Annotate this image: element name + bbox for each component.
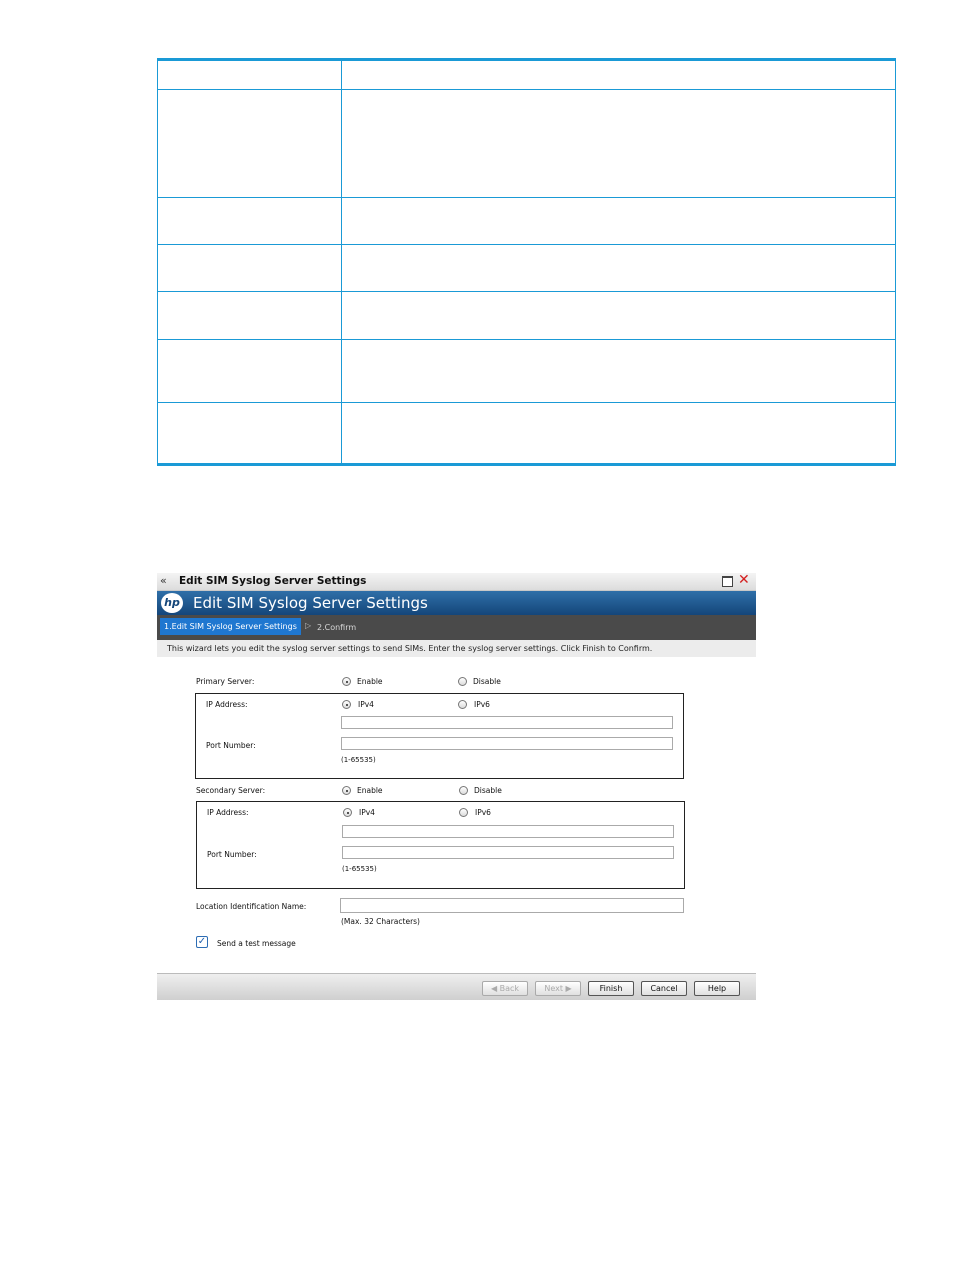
hp-logo: hp — [161, 593, 183, 613]
secondary-enable-label: Enable — [357, 786, 383, 795]
primary-ip-input[interactable] — [341, 716, 673, 729]
primary-enable-label: Enable — [357, 677, 383, 686]
secondary-ipv4-label: IPv4 — [359, 808, 375, 817]
step-edit-settings[interactable]: 1.Edit SIM Syslog Server Settings — [160, 618, 301, 635]
banner-title: Edit SIM Syslog Server Settings — [193, 594, 428, 612]
secondary-ipv6-radio[interactable] — [459, 808, 468, 817]
send-test-message-label: Send a test message — [217, 939, 296, 948]
table-bottom-rule — [157, 463, 896, 466]
collapse-icon[interactable]: « — [160, 574, 167, 587]
secondary-ipv6-label: IPv6 — [475, 808, 491, 817]
primary-enable-radio[interactable] — [342, 677, 351, 686]
table-top-rule — [157, 58, 896, 61]
secondary-server-label: Secondary Server: — [196, 786, 266, 795]
location-name-input[interactable] — [340, 898, 684, 913]
primary-server-label: Primary Server: — [196, 677, 255, 686]
wizard-intro-bar — [157, 640, 756, 657]
secondary-port-hint: (1-65535) — [342, 865, 377, 873]
secondary-port-input[interactable] — [342, 846, 674, 859]
next-arrow-icon: ▶ — [565, 984, 572, 993]
table-row-rule — [157, 244, 896, 245]
finish-button[interactable]: Finish — [588, 981, 634, 996]
primary-ipv4-radio[interactable] — [342, 700, 351, 709]
document-table — [157, 58, 896, 466]
table-row-rule — [157, 291, 896, 292]
primary-ipv4-label: IPv4 — [358, 700, 374, 709]
wizard-footer — [157, 973, 756, 1000]
table-row-rule — [157, 197, 896, 198]
step-confirm[interactable]: 2.Confirm — [317, 623, 357, 632]
location-name-label: Location Identification Name: — [196, 902, 307, 911]
primary-ipv6-radio[interactable] — [458, 700, 467, 709]
primary-ip-label: IP Address: — [206, 700, 248, 709]
next-button-label: Next — [544, 984, 563, 993]
wizard-window — [157, 573, 756, 999]
send-test-message-checkbox[interactable]: ✓ — [197, 936, 207, 947]
wizard-intro-text: This wizard lets you edit the syslog server settings to send SIMs. Enter the syslog server settings. Click Finish to Confirm. — [167, 644, 653, 653]
back-button[interactable] — [482, 981, 528, 996]
help-button[interactable]: Help — [694, 981, 740, 996]
window-titlebar — [157, 573, 756, 591]
wizard-banner — [157, 591, 756, 615]
primary-server-group — [195, 693, 684, 779]
cancel-button[interactable]: Cancel — [641, 981, 687, 996]
table-header-rule — [157, 89, 896, 90]
wizard-step-bar — [157, 615, 756, 640]
secondary-port-label: Port Number: — [207, 850, 257, 859]
secondary-ip-input[interactable] — [342, 825, 674, 838]
primary-port-hint: (1-65535) — [341, 756, 376, 764]
table-column-divider — [341, 58, 342, 466]
step-arrow-icon: ▷ — [305, 621, 312, 630]
close-icon[interactable]: ✕ — [738, 572, 750, 588]
secondary-disable-radio[interactable] — [459, 786, 468, 795]
secondary-server-group — [196, 801, 685, 889]
maximize-icon[interactable] — [722, 576, 733, 587]
location-name-hint: (Max. 32 Characters) — [341, 917, 420, 926]
next-button[interactable] — [535, 981, 581, 996]
primary-disable-label: Disable — [473, 677, 501, 686]
window-title: Edit SIM Syslog Server Settings — [179, 575, 367, 587]
primary-port-input[interactable] — [341, 737, 673, 750]
back-button-label: Back — [499, 984, 520, 993]
secondary-disable-label: Disable — [474, 786, 502, 795]
secondary-ip-label: IP Address: — [207, 808, 249, 817]
secondary-ipv4-radio[interactable] — [343, 808, 352, 817]
primary-ipv6-label: IPv6 — [474, 700, 490, 709]
table-left-border — [157, 58, 158, 466]
primary-disable-radio[interactable] — [458, 677, 467, 686]
table-row-rule — [157, 339, 896, 340]
secondary-enable-radio[interactable] — [342, 786, 351, 795]
table-row-rule — [157, 402, 896, 403]
table-right-border — [895, 58, 896, 466]
back-arrow-icon: ◀ — [490, 984, 498, 993]
primary-port-label: Port Number: — [206, 741, 256, 750]
